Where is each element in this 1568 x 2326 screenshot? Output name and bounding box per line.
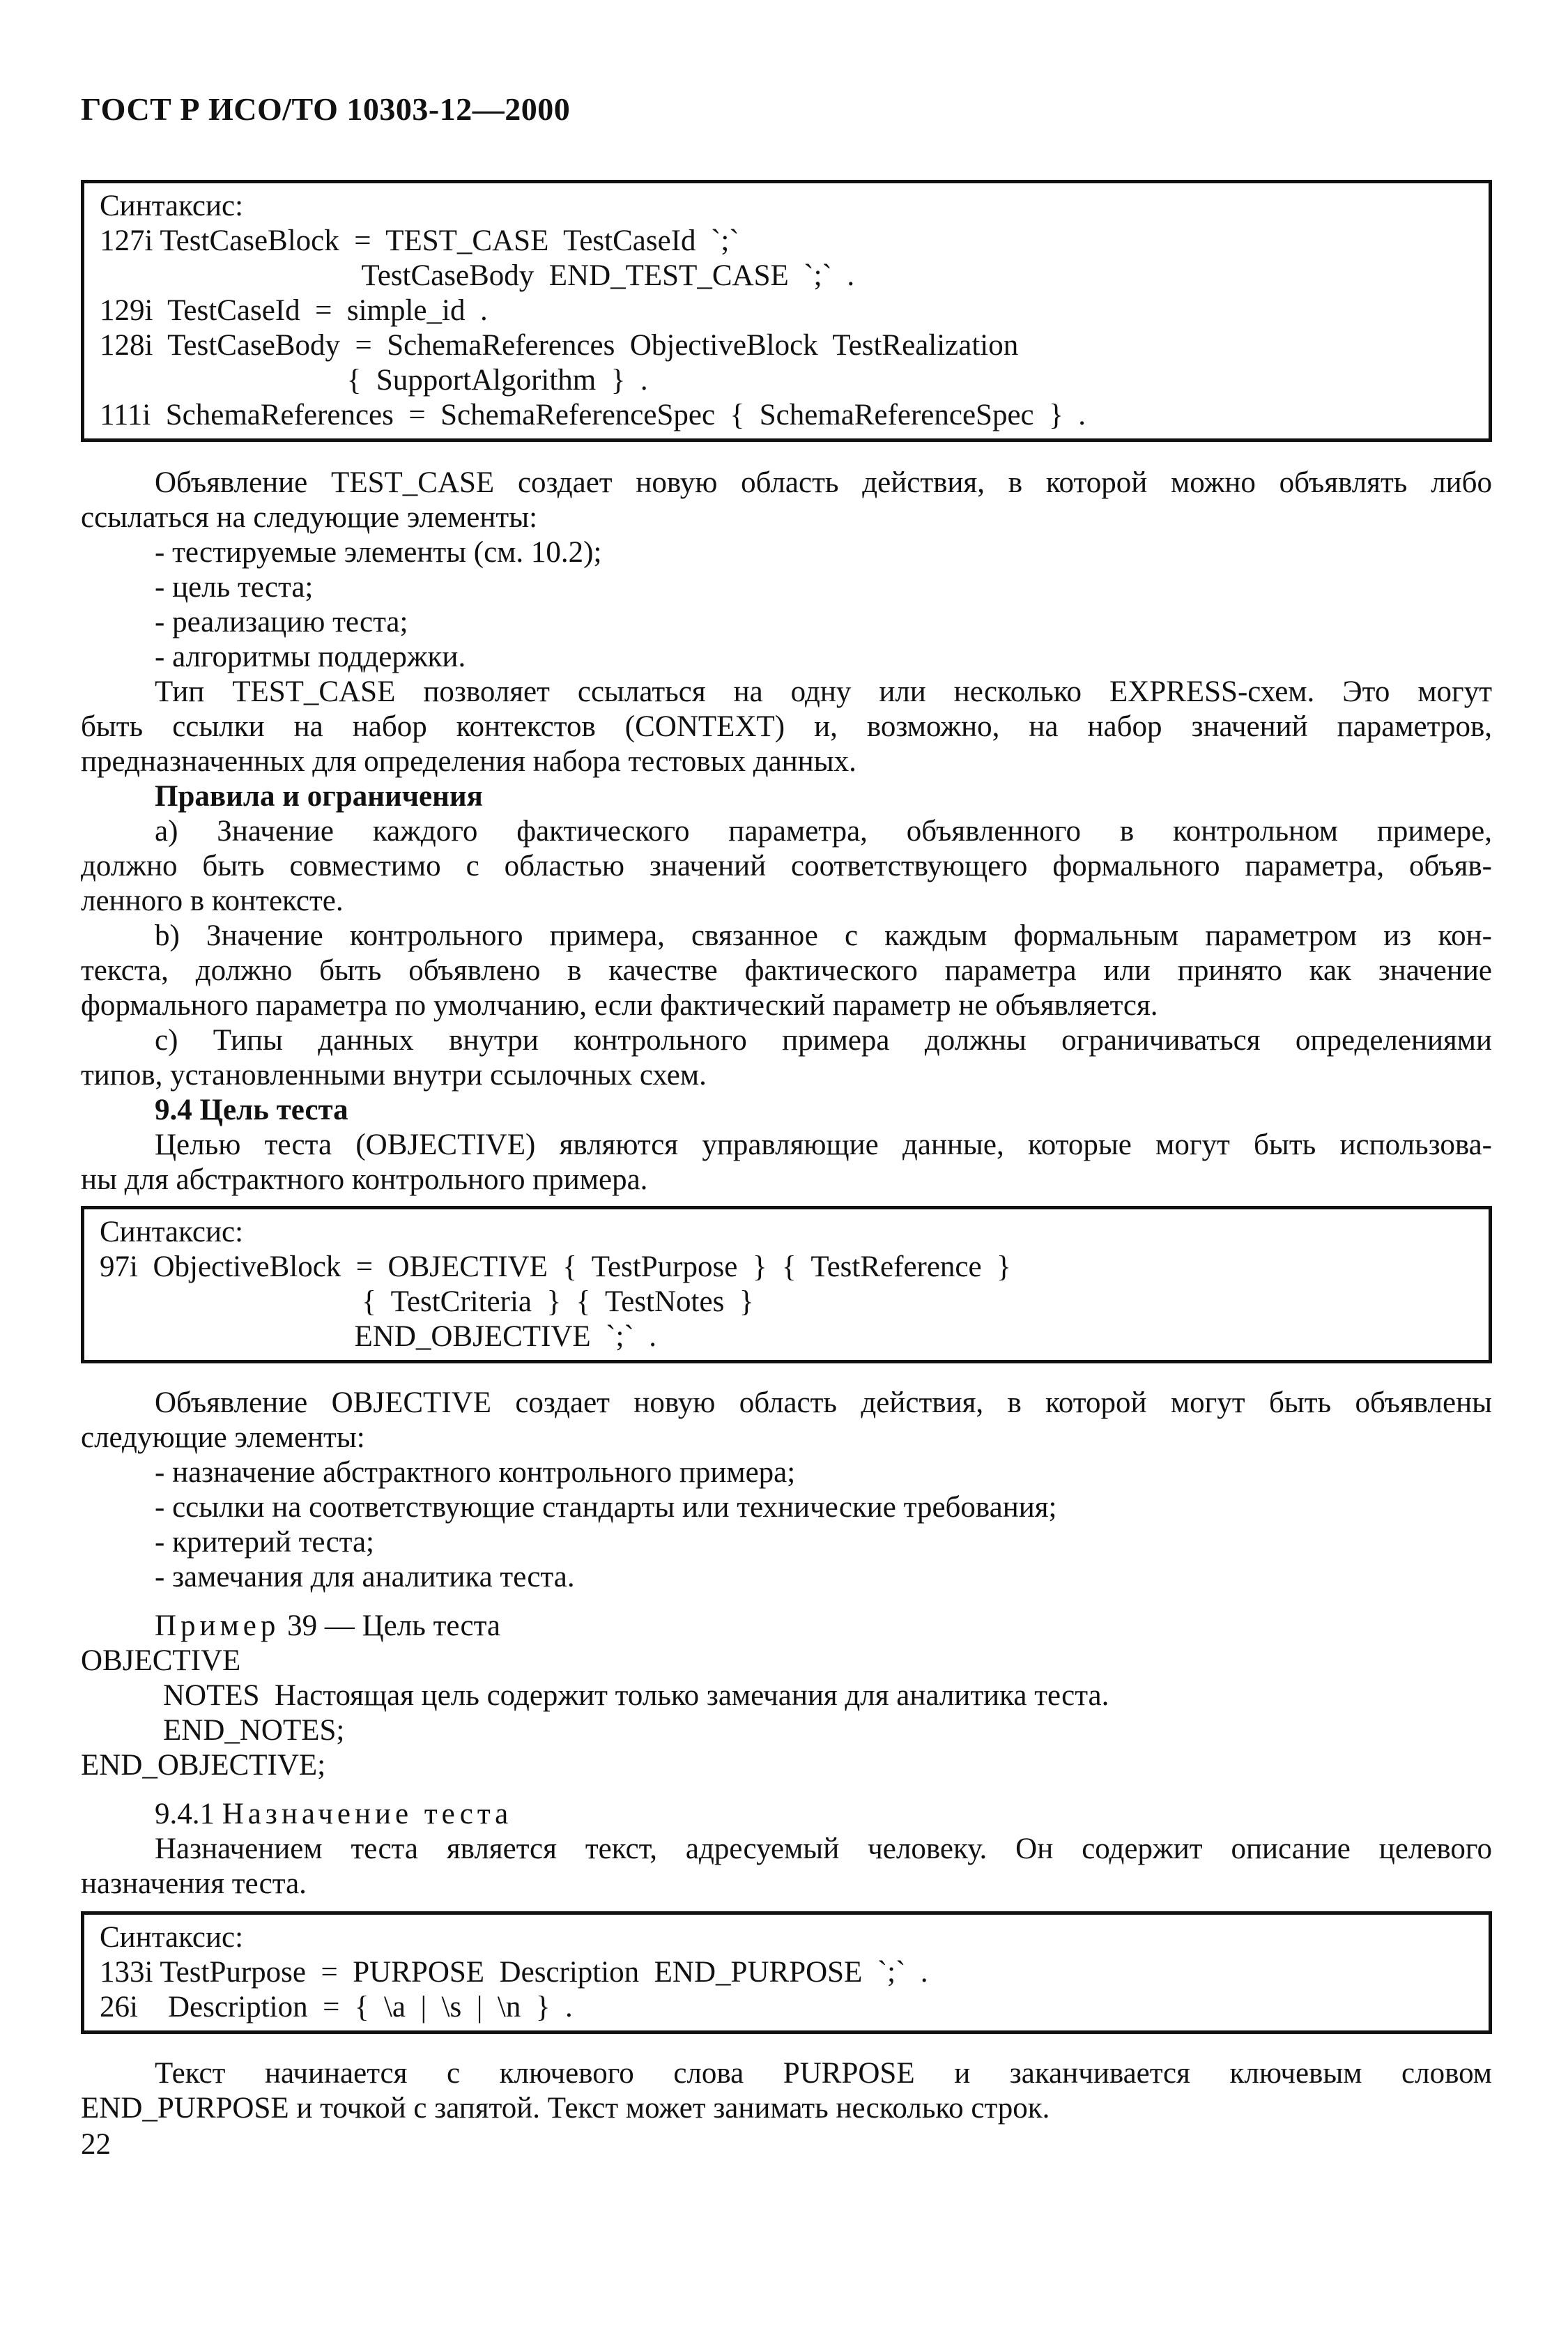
text-line: Целью теста (OBJECTIVE) являются управляющие данные, которые могут быть использова- [155,1128,1492,1161]
text-line: следующие элементы: [81,1421,365,1454]
syntax-line: 129i TestCaseId = simple_id . [100,294,488,327]
text-line: b) Значение контрольного примера, связанное с каждым формальным параметром из кон- [155,919,1492,952]
example-code-line: OBJECTIVE [81,1644,241,1677]
syntax-line: Синтаксис: [100,1216,244,1248]
example-code-line: NOTES Настоящая цель содержит только замечания для аналитика теста. [163,1679,1109,1712]
text-line: Тип TEST_CASE позволяет ссылаться на одну или несколько EXPRESS-схем. Это могут [155,675,1492,708]
example-code-line: END_OBJECTIVE; [81,1749,326,1782]
syntax-box-purpose [81,1911,1492,2034]
section-heading-9-4-1 [155,1797,512,1832]
text-line: END_PURPOSE и точкой с запятой. Текст может занимать несколько строк. [81,2092,1050,2125]
syntax-box-test-case [81,180,1492,442]
list-item: - цель теста; [155,571,314,604]
document-header: ГОСТ Р ИСО/ТО 10303-12—2000 [81,91,571,127]
text-line: а) Значение каждого фактического параметра, объявленного в контрольном примере, [155,815,1492,848]
text-line: ны для абстрактного контрольного примера. [81,1163,648,1196]
text-line: Текст начинается с ключевого слова PURPOSE и заканчивается ключевым словом [155,2057,1492,2090]
syntax-line: { SupportAlgorithm } . [100,364,648,397]
syntax-line: Синтаксис: [100,190,244,222]
paragraph-test-case-intro [81,466,1492,535]
text-line: должно быть совместимо с областью значений соответствующего формального параметра, объяв- [81,850,1492,882]
rule-a [81,814,1492,919]
list-item: - тестируемые элементы (см. 10.2); [155,536,602,569]
section-title: Назначение теста [222,1798,513,1830]
syntax-line: Синтаксис: [100,1921,244,1954]
example-label: Пример [155,1609,280,1642]
page-number: 22 [81,2128,111,2161]
text-line: текста, должно быть объявлено в качестве фактического параметра или принято как значение [81,954,1492,987]
text-line: ленного в контексте. [81,885,344,917]
text-line: Объявление OBJECTIVE создает новую область действия, в которой могут быть объявлены [155,1386,1492,1419]
text-line: типов, установленными внутри ссылочных схем. [81,1059,707,1092]
text-line: Назначением теста является текст, адресуемый человеку. Он содержит описание целевого [155,1833,1492,1865]
text-line: назначения теста. [81,1867,307,1900]
example-caption [155,1609,500,1644]
rule-c [81,1023,1492,1093]
syntax-box-objective [81,1206,1492,1363]
text-line: предназначенных для определения набора тестовых данных. [81,745,856,778]
text-line: ссылаться на следующие элементы: [81,501,538,534]
paragraph-test-case-type [81,675,1492,779]
list-item: - реализацию теста; [155,606,408,638]
text-line: Объявление TEST_CASE создает новую область действия, в которой можно объявлять либо [155,466,1492,499]
syntax-line: 128i TestCaseBody = SchemaReferences ObjectiveBlock TestRealization [100,329,1019,362]
paragraph-purpose [81,1832,1492,1902]
syntax-line: 26i Description = { \a | \s | \n } . [100,1991,573,2023]
syntax-line: TestCaseBody END_TEST_CASE `;` . [100,259,855,292]
list-item: - замечания для аналитика теста. [155,1561,575,1593]
paragraph-objective-scope [81,1386,1492,1455]
text-line: с) Типы данных внутри контрольного примера должны ограничиваться определениями [155,1024,1492,1057]
syntax-line: 133i TestPurpose = PURPOSE Description END_PURPOSE `;` . [100,1956,928,1989]
paragraph-purpose-text [81,2056,1492,2126]
rules-heading: Правила и ограничения [155,780,483,813]
syntax-line: 111i SchemaReferences = SchemaReferenceSpec { SchemaReferenceSpec } . [100,399,1086,431]
list-item: - назначение абстрактного контрольного примера; [155,1456,796,1489]
rule-b [81,919,1492,1023]
syntax-line: END_OBJECTIVE `;` . [100,1320,657,1353]
text-line: быть ссылки на набор контекстов (CONTEXT) и, возможно, на набор значений параметров, [81,710,1492,743]
list-item: - алгоритмы поддержки. [155,641,466,673]
list-item: - критерий теста; [155,1526,375,1559]
text-line: формального параметра по умолчанию, если фактический параметр не объявляется. [81,989,1158,1022]
paragraph-objective-intro [81,1128,1492,1198]
example-code-line: END_NOTES; [163,1714,345,1747]
example-title: 39 — Цель теста [279,1609,501,1642]
section-heading-9-4: 9.4 Цель теста [155,1094,348,1126]
list-item: - ссылки на соответствующие стандарты или технические требования; [155,1491,1057,1524]
section-number: 9.4.1 [155,1798,215,1830]
syntax-line: 97i ObjectiveBlock = OBJECTIVE { TestPurpose } { TestReference } [100,1250,1011,1283]
syntax-line: { TestCriteria } { TestNotes } [100,1285,754,1318]
syntax-line: 127i TestCaseBlock = TEST_CASE TestCaseId `;` [100,224,739,257]
